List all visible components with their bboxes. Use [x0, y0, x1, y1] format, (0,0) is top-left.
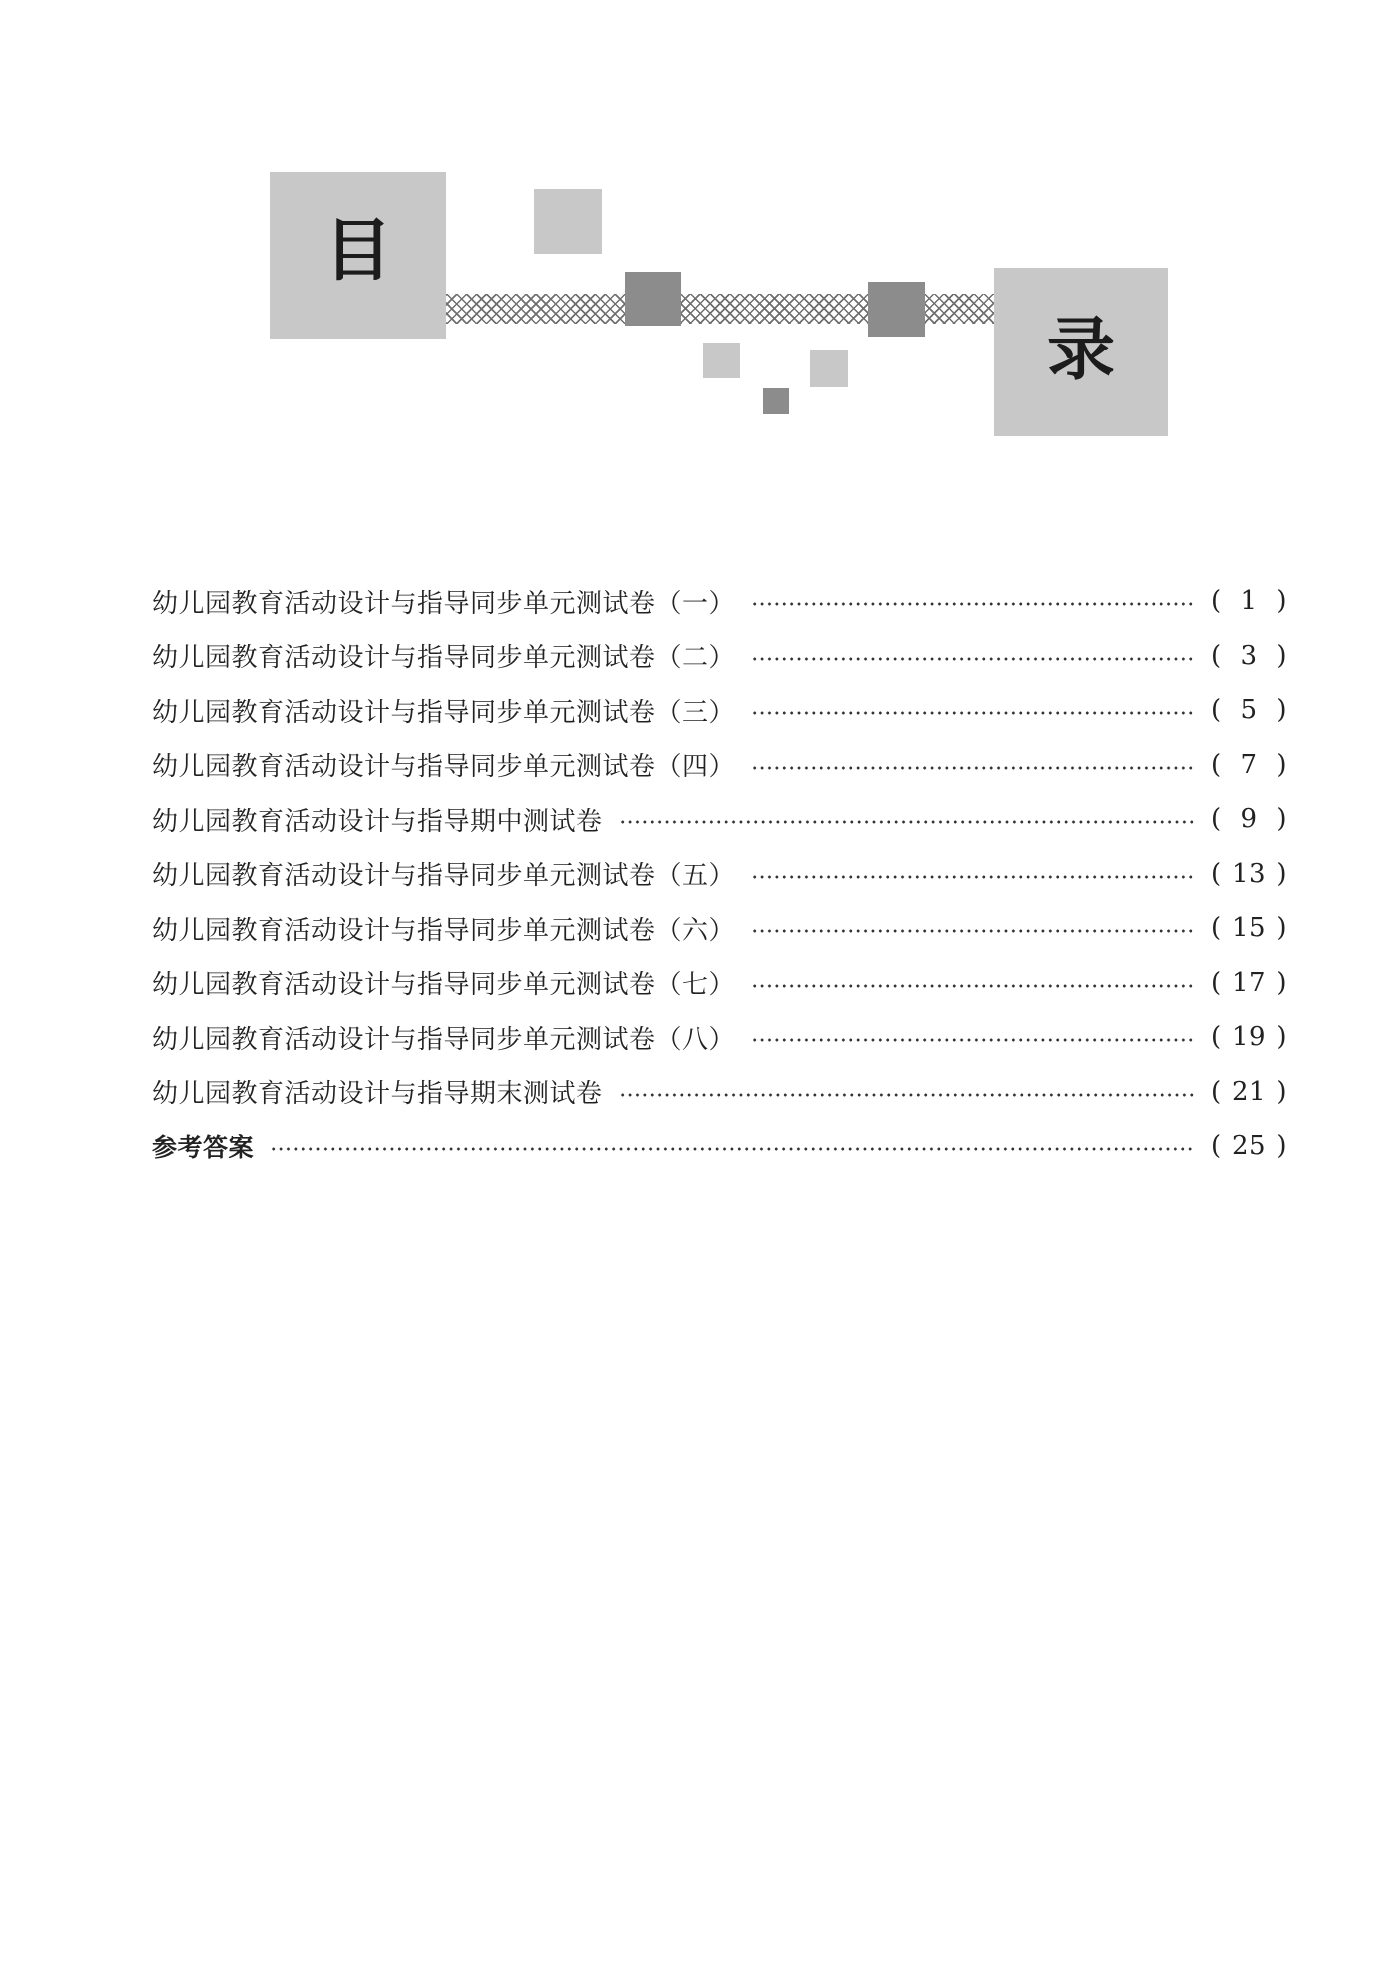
toc-page-number: 3 — [1240, 640, 1258, 671]
title-char-mu: 目 — [323, 212, 392, 291]
light-square-small-left — [703, 343, 740, 378]
toc-page-number: 25 — [1231, 1131, 1267, 1162]
light-square-small-right — [810, 350, 848, 387]
toc-entry-title: 幼儿园教育活动设计与指导同步单元测试卷（八） — [152, 1024, 736, 1055]
toc-dot-leader — [751, 766, 1195, 770]
toc-entry-page: ( 17 ) — [1211, 967, 1287, 998]
toc-entry-answers[interactable] — [152, 1119, 1287, 1174]
toc-dot-leader — [619, 820, 1195, 824]
light-square-top — [534, 189, 602, 254]
toc-entry[interactable] — [152, 629, 1287, 684]
toc-dot-leader — [751, 875, 1195, 879]
toc-entry-title: 幼儿园教育活动设计与指导同步单元测试卷（三） — [152, 697, 736, 728]
toc-page-number: 9 — [1240, 804, 1258, 835]
dark-square-small — [763, 388, 789, 414]
toc-page-number: 1 — [1240, 586, 1258, 617]
toc-entry[interactable] — [152, 683, 1287, 738]
toc-entry-page: ( 21 ) — [1211, 1076, 1287, 1107]
crosshatch-band-3 — [924, 294, 994, 324]
toc-entry-page: ( 19 ) — [1211, 1022, 1287, 1053]
toc-entry[interactable] — [152, 738, 1287, 793]
title-char-lu: 录 — [1046, 311, 1115, 390]
crosshatch-band-1 — [446, 294, 626, 324]
toc-entry-page: ( 3 ) — [1211, 640, 1287, 671]
crosshatch-band-2 — [680, 294, 869, 324]
toc-entry-title: 幼儿园教育活动设计与指导同步单元测试卷（五） — [152, 861, 736, 892]
toc-entry[interactable] — [152, 847, 1287, 902]
toc-dot-leader — [619, 1093, 1195, 1097]
toc-dot-leader — [751, 1038, 1195, 1042]
toc-entry[interactable] — [152, 1010, 1287, 1065]
toc-page-number: 15 — [1231, 913, 1267, 944]
toc-dot-leader — [751, 984, 1195, 988]
toc-page-number: 7 — [1240, 749, 1258, 780]
toc-dot-leader — [270, 1147, 1195, 1151]
toc-page-number: 21 — [1231, 1076, 1267, 1107]
toc-entry-title: 参考答案 — [152, 1133, 255, 1163]
toc-entry-title: 幼儿园教育活动设计与指导同步单元测试卷（四） — [152, 752, 736, 783]
toc-dot-leader — [751, 711, 1195, 715]
dark-square-1 — [625, 272, 681, 326]
toc-entry-title: 幼儿园教育活动设计与指导同步单元测试卷（一） — [152, 588, 736, 619]
toc-dot-leader — [751, 602, 1195, 606]
toc-entry-title: 幼儿园教育活动设计与指导期中测试卷 — [152, 806, 603, 837]
toc-page-number: 19 — [1231, 1022, 1267, 1053]
toc-page-number: 17 — [1231, 967, 1267, 998]
toc-entry-page: ( 7 ) — [1211, 749, 1287, 780]
toc-header-graphic — [0, 0, 1397, 460]
toc-entry-page: ( 5 ) — [1211, 695, 1287, 726]
toc-entry[interactable] — [152, 574, 1287, 629]
toc-entry-page: ( 9 ) — [1211, 804, 1287, 835]
toc-entry-title: 幼儿园教育活动设计与指导同步单元测试卷（二） — [152, 643, 736, 674]
toc-entry-title: 幼儿园教育活动设计与指导同步单元测试卷（七） — [152, 970, 736, 1001]
toc-entry-page: ( 15 ) — [1211, 913, 1287, 944]
toc-entry-title: 幼儿园教育活动设计与指导期末测试卷 — [152, 1079, 603, 1110]
toc-entry[interactable] — [152, 792, 1287, 847]
toc-entry-page: ( 1 ) — [1211, 586, 1287, 617]
toc-page-number: 5 — [1240, 695, 1258, 726]
toc-entry[interactable] — [152, 1065, 1287, 1120]
toc-entry-title: 幼儿园教育活动设计与指导同步单元测试卷（六） — [152, 915, 736, 946]
table-of-contents — [152, 574, 1287, 1174]
toc-entry[interactable] — [152, 901, 1287, 956]
toc-page-number: 13 — [1231, 858, 1267, 889]
toc-entry[interactable] — [152, 956, 1287, 1011]
toc-entry-page: ( 13 ) — [1211, 858, 1287, 889]
toc-dot-leader — [751, 929, 1195, 933]
toc-dot-leader — [751, 657, 1195, 661]
toc-entry-page: ( 25 ) — [1211, 1131, 1287, 1162]
dark-square-2 — [868, 282, 925, 337]
